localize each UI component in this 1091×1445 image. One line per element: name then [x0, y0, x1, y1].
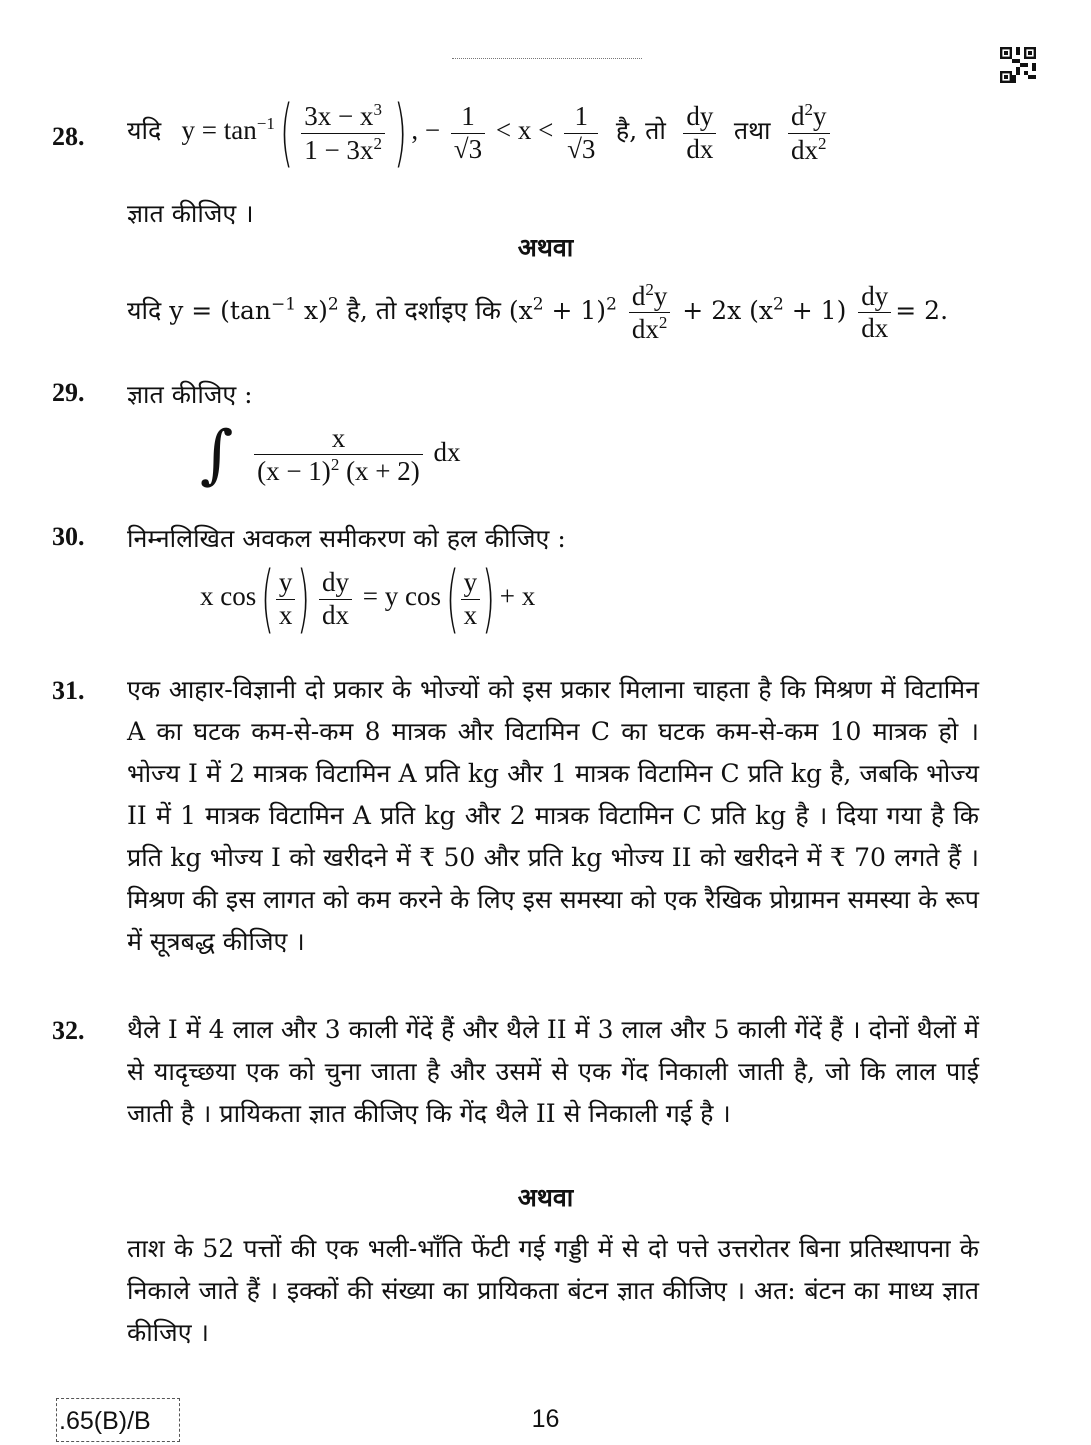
q29-den-b: (x + 2): [339, 456, 420, 486]
frac-dx2-sup: 2: [658, 313, 668, 333]
left-paren: (: [279, 90, 293, 176]
q30-tail: + x: [499, 581, 536, 612]
alt-sup: −1: [270, 294, 297, 315]
alt-sup: 2: [532, 294, 544, 315]
q28-then: है, तो: [615, 116, 666, 146]
q28-or-heading: अथवा: [517, 233, 574, 262]
q28-one-over-sqrt3-left: [451, 101, 485, 164]
alt-part: यदि y = (tan: [127, 296, 271, 326]
q32-alternative: ताश के 52 पत्तों की एक भली-भाँति फेंटी गई गड्डी में से दो पत्ते उत्तरोतर बिना प्रतिस्थापना के निकाले जाते हैं । इक्कों की संख्या का प्रायिकता बंटन ज्ञात कीजिए । अत: बंटन का माध्य ज्ञात कीजिए ।: [127, 1234, 979, 1347]
q29-numerator: x: [254, 423, 423, 455]
question-number-31: 31.: [52, 676, 85, 705]
q29-den-sup: 2: [330, 455, 340, 474]
right-paren: ): [297, 556, 311, 642]
top-divider: [452, 58, 642, 59]
q28-lead: यदि: [127, 116, 162, 146]
frac-d-sup: 2: [645, 280, 654, 299]
alt-part: + 1): [783, 296, 847, 326]
frac-den-sqrt3: √3: [453, 133, 483, 164]
q32-text: थैले I में 4 लाल और 3 काली गेंदें हैं और थैले II में 3 लाल और 5 काली गेंदें हैं । दोनों थैलों में से यादृच्छया एक को चुना जाता है और उसमें से एक गेंद निकाली जाती है, जो कि लाल पाई जाती है । प्रायिकता ज्ञात कीजिए कि गेंद थैले II से निकाली गई है ।: [127, 1015, 979, 1128]
frac-dx: dx: [322, 599, 349, 630]
alt-d2y-dx2: [629, 280, 671, 345]
question-number-28: 28.: [52, 122, 85, 151]
frac-y: y: [813, 101, 827, 132]
question-number-30: 30.: [52, 522, 85, 551]
frac-dx: dx: [686, 133, 714, 164]
frac-dx2: dx: [791, 134, 819, 165]
q30-y-over-x: [276, 567, 296, 630]
frac-y: y: [653, 281, 668, 311]
paper-code: .65(B)/B: [56, 1398, 180, 1442]
right-paren: ): [393, 90, 407, 176]
q28-one-over-sqrt3-right: [564, 101, 598, 164]
q31-text: एक आहार-विज्ञानी दो प्रकार के भोज्यों को इस प्रकार मिलाना चाहता है कि मिश्रण में विटामिन A का घटक कम-से-कम 8 मात्रक और विटामिन C का घटक कम-से-कम 10 मात्रक हो । भोज्य I में 2 मात्रक विटामिन A प्रति kg और 1 मात्रक विटामिन C प्रति kg है, जबकि भोज्य II में 1 मात्रक विटामिन A प्रति kg और 2 मात्रक विटामिन C प्रति kg है । दिया गया है कि प्रति kg भोज्य I को खरीदने में ₹ 50 और प्रति kg भोज्य II को खरीदने में ₹ 70 लगते हैं । मिश्रण की इस लागत को कम करने के लिए इस समस्या को एक रैखिक प्रोग्रामन समस्या के रूप में सूत्रबद्ध कीजिए ।: [127, 675, 979, 956]
alt-part: है, तो दर्शाइए कि (x: [338, 296, 533, 326]
q28-fraction: [301, 100, 385, 165]
frac-dx: dx: [861, 313, 889, 344]
q28-frac-num: 3x − x: [304, 101, 374, 132]
question-number-32: 32.: [52, 1016, 85, 1045]
frac-d: d: [631, 281, 646, 311]
alt-part: x): [296, 296, 328, 326]
question-number-29: 29.: [52, 378, 85, 407]
q28-and: तथा: [733, 116, 771, 146]
q29-integral: [200, 418, 461, 492]
frac-x: x: [463, 599, 478, 630]
alt-part: + 2x (x: [682, 296, 773, 326]
left-paren: (: [445, 556, 459, 642]
frac-d-sup: 2: [804, 100, 814, 120]
q28-range-lead: , −: [411, 115, 441, 146]
q30-equation: [200, 556, 536, 642]
q32-or-heading-visible: अथवा: [517, 1183, 574, 1212]
q29-fraction: [254, 423, 423, 487]
frac-dy: dy: [319, 567, 352, 599]
q28-frac-den: 1 − 3x: [304, 134, 374, 165]
frac-dy: dy: [683, 101, 716, 133]
q30-text: निम्नलिखित अवकल समीकरण को हल कीजिए :: [127, 524, 566, 553]
right-paren: ): [482, 556, 496, 642]
q28-expr-prefix: y = tan: [181, 115, 257, 146]
q28-alternative: [127, 280, 948, 345]
page-number: 16: [531, 1405, 560, 1433]
q28-line2: ज्ञात कीजिए ।: [127, 199, 254, 228]
q28-expr-sup: −1: [256, 114, 275, 134]
q30-rhs: = y cos: [362, 581, 441, 612]
q30-y-over-x-rhs: [461, 567, 481, 630]
frac-num-one: 1: [564, 101, 598, 133]
q28-main-expression: [127, 90, 834, 176]
q30-lhs: x cos: [200, 581, 257, 612]
q28-frac-num-sup: 3: [373, 100, 382, 120]
left-paren: (: [260, 556, 274, 642]
frac-y: y: [461, 567, 481, 599]
frac-y: y: [276, 567, 296, 599]
alt-sup: 2: [773, 294, 784, 315]
q29-text: ज्ञात कीजिए :: [127, 380, 253, 409]
q28-frac-den-sup: 2: [373, 133, 382, 153]
alt-dy-dx: [858, 281, 891, 344]
q30-dy-dx: [319, 567, 352, 630]
qr-code-icon: [1000, 47, 1036, 83]
alt-sup: 2: [606, 294, 617, 315]
q28-range-mid: < x <: [495, 115, 554, 146]
q29-den-a: (x − 1): [257, 456, 331, 486]
q28-dy-dx: [683, 101, 716, 164]
alt-end: = 2.: [895, 296, 949, 326]
q29-dx: dx: [433, 437, 461, 468]
frac-dx2: dx: [631, 314, 659, 345]
integral-sign: ∫: [200, 418, 234, 492]
frac-d: d: [791, 101, 805, 132]
frac-x: x: [278, 599, 293, 630]
frac-dy: dy: [858, 281, 891, 313]
frac-den-sqrt3: √3: [567, 133, 596, 164]
frac-dx2-sup: 2: [818, 133, 827, 153]
alt-sup: 2: [327, 294, 339, 315]
frac-num-one: 1: [451, 101, 485, 133]
q28-d2y-dx2: [788, 100, 830, 165]
alt-part: + 1): [543, 296, 607, 326]
